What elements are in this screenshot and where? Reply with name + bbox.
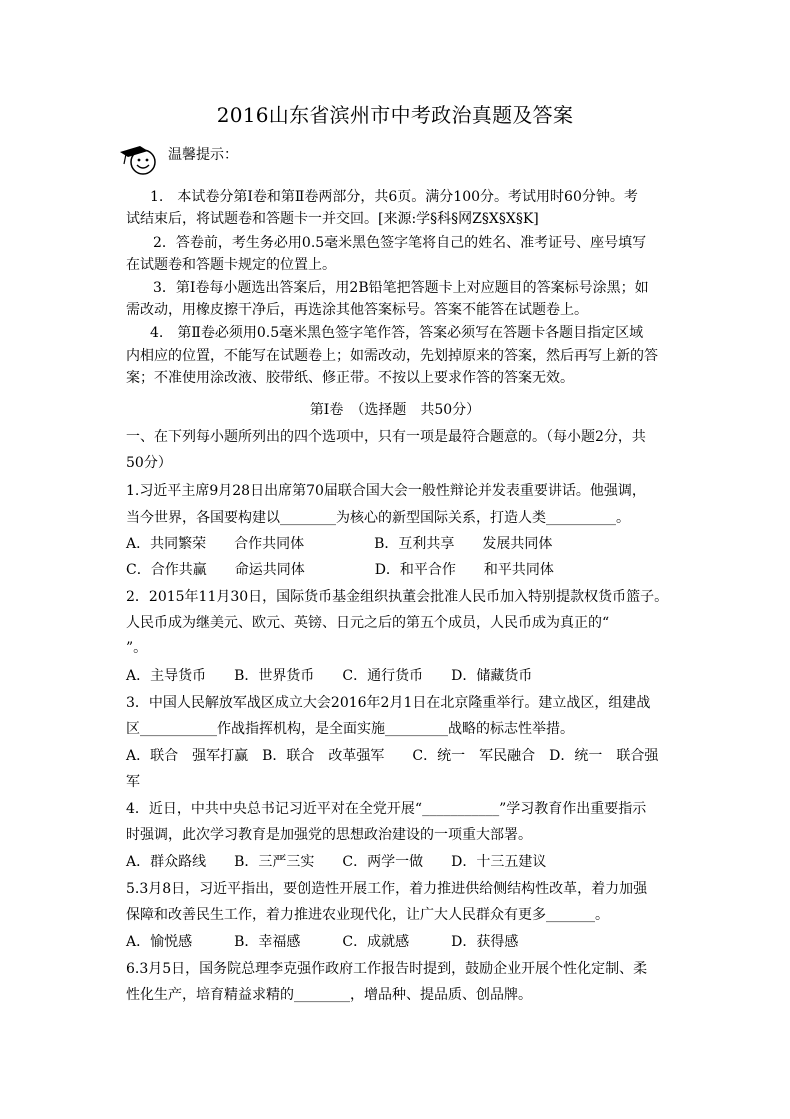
q4-options: A．群众路线 B．三严三实 C．两学一做 D．十三五建议 (126, 854, 547, 870)
q2-stem: 人民币成为继美元、欧元、英镑、日元之后的第五个成员，人民币成为真正的“ (126, 615, 610, 631)
note-line: 1. 本试卷分第Ⅰ卷和第Ⅱ卷两部分，共6页。满分100分。考试用时60分钟。考 (150, 189, 638, 205)
q3-options: A．联合 强军打赢 B．联合 改革强军 C．统一 军民融合 D．统一 联合强 (126, 748, 659, 764)
note-line: 在试题卷和答题卡规定的位置上。 (126, 257, 336, 273)
q4-stem: 时强调，此次学习教育是加强党的思想政治建设的一项重大部署。 (126, 827, 532, 843)
instruction-line: 50分） (126, 455, 172, 471)
q1-options: A．共同繁荣 合作共同体 B．互利共享 发展共同体 (126, 536, 553, 552)
note-line: 2．答卷前，考生务必用0.5毫米黑色签字笔将自己的姓名、准考证号、座号填写 (153, 235, 647, 251)
note-line: 需改动，用橡皮擦干净后，再选涂其他答案标号。答案不能答在试题卷上。 (126, 302, 588, 318)
q6-stem: 性化生产，培育精益求精的________，增品种、提品质、创品牌。 (126, 987, 532, 1003)
page-title: 2016山东省滨州市中考政治真题及答案 (216, 103, 574, 127)
smiley-graduate-icon (118, 140, 162, 180)
q1-stem: 1.习近平主席9月28日出席第70届联合国大会一般性辩论并发表重要讲话。他强调， (126, 483, 646, 499)
q3-options: 军 (126, 774, 140, 790)
q3-stem: 3．中国人民解放军战区成立大会2016年2月1日在北京隆重举行。建立战区，组建战 (126, 695, 651, 711)
note-line: 内相应的位置，不能写在试题卷上；如需改动，先划掉原来的答案，然后再写上新的答 (126, 348, 658, 364)
section-title: 第Ⅰ卷 （选择题 共50分） (309, 402, 481, 418)
q5-options: A．愉悦感 B．幸福感 C．成就感 D．获得感 (126, 934, 519, 950)
instruction-line: 一、在下列每小题所列出的四个选项中，只有一项是最符合题意的。（每小题2分，共 (126, 429, 646, 445)
q5-stem: 5.3月8日，习近平指出，要创造性开展工作，着力推进供给侧结构性改革，着力加强 (126, 881, 648, 897)
tip-label: 温馨提示： (168, 147, 238, 163)
q4-stem: 4．近日，中共中央总书记习近平对在全党开展“___________”学习教育作出重要指示 (126, 801, 647, 817)
q3-stem: 区___________作战指挥机构，是全面实施_________战略的标志性举措。 (126, 721, 574, 737)
note-line: 3．第Ⅰ卷每小题选出答案后，用2B铅笔把答题卡上对应题目的答案标号涂黑；如 (153, 280, 649, 296)
q2-options: A．主导货币 B．世界货币 C．通行货币 D．储藏货币 (126, 668, 533, 684)
q2-stem: ”。 (126, 640, 148, 656)
q5-stem: 保障和改善民生工作，着力推进农业现代化，让广大人民群众有更多_______。 (126, 907, 609, 923)
q6-stem: 6.3月5日，国务院总理李克强作政府工作报告时提到，鼓励企业开展个性化定制、柔 (126, 961, 648, 977)
note-line: 4. 第Ⅱ卷必须用0.5毫米黑色签字笔作答，答案必须写在答题卡各题目指定区域 (150, 325, 644, 341)
note-line: 案；不准使用涂改液、胶带纸、修正带。不按以上要求作答的答案无效。 (126, 370, 574, 386)
q1-stem: 当今世界，各国要构建以________为核心的新型国际关系，打造人类__________。 (126, 510, 630, 526)
q1-options: C．合作共赢 命运共同体 D．和平合作 和平共同体 (126, 562, 554, 578)
note-line: 试结束后，将试题卷和答题卡一并交回。[来源:学§科§网Z§X§X§K] (126, 211, 539, 227)
q2-stem: 2．2015年11月30日，国际货币基金组织执董会批准人民币加入特别提款权货币篮子。 (126, 589, 669, 605)
